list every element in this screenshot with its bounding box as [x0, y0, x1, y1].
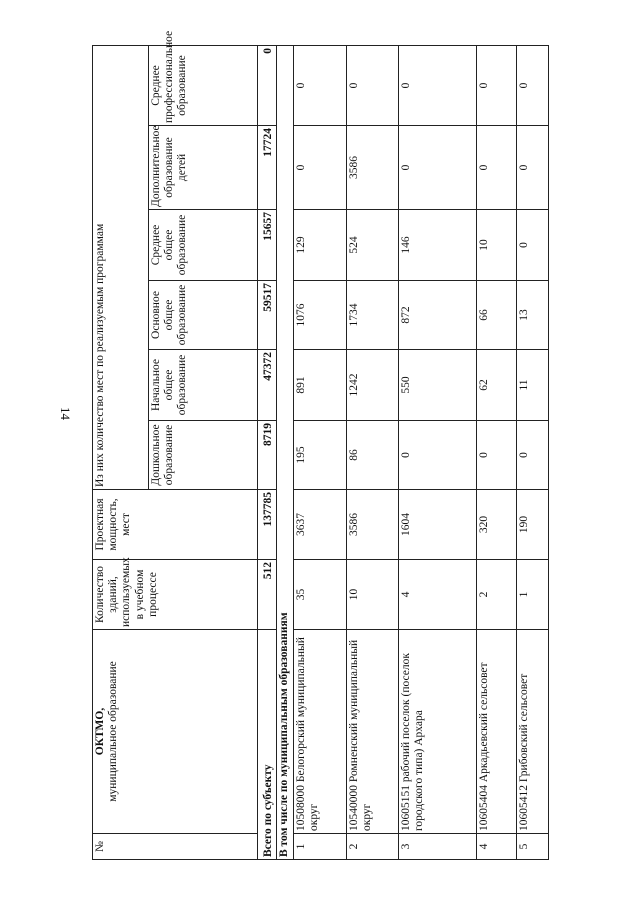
table-row	[347, 45, 399, 859]
total-primary: 47372	[258, 350, 277, 421]
header-programs-group: Из них количество мест по реализуемым программам	[93, 45, 149, 489]
row-buildings: 10	[347, 560, 399, 630]
row-vocational: 0	[347, 45, 399, 125]
row-capacity: 320	[477, 490, 517, 560]
row-no: 4	[477, 834, 517, 860]
row-basic: 872	[399, 281, 477, 350]
header-vocational: Среднее профессиональное образование	[149, 45, 258, 125]
row-basic: 13	[517, 281, 549, 350]
row-basic: 1734	[347, 281, 399, 350]
row-preschool: 86	[347, 421, 399, 490]
row-secondary: 10	[477, 210, 517, 281]
row-primary: 891	[294, 350, 347, 421]
total-label: Всего по субъекту	[258, 630, 277, 860]
table-row	[517, 45, 549, 859]
header-no: №	[93, 834, 258, 860]
header-capacity: Проектная мощность, мест	[93, 490, 258, 560]
total-buildings: 512	[258, 560, 277, 630]
row-buildings: 4	[399, 560, 477, 630]
row-buildings: 2	[477, 560, 517, 630]
row-vocational: 0	[294, 45, 347, 125]
row-preschool: 0	[399, 421, 477, 490]
section-row	[277, 45, 294, 859]
row-capacity: 190	[517, 490, 549, 560]
row-primary: 1242	[347, 350, 399, 421]
table-row	[399, 45, 477, 859]
header-row-1	[93, 45, 149, 859]
row-primary: 11	[517, 350, 549, 421]
row-capacity: 3637	[294, 490, 347, 560]
row-vocational: 0	[399, 45, 477, 125]
row-additional-children: 0	[294, 126, 347, 210]
row-buildings: 1	[517, 560, 549, 630]
header-oktmo-rest: муниципальное образование	[107, 661, 120, 802]
header-oktmo-bold: ОКТМО,	[94, 707, 106, 756]
total-additional-children: 17724	[258, 126, 277, 210]
row-no: 3	[399, 834, 477, 860]
row-vocational: 0	[517, 45, 549, 125]
row-name: 10605412 Грибовский сельсовет	[517, 630, 549, 834]
header-secondary: Среднее общее образование	[149, 210, 258, 281]
row-no: 2	[347, 834, 399, 860]
row-capacity: 3586	[347, 490, 399, 560]
table-row	[477, 45, 517, 859]
row-buildings: 35	[294, 560, 347, 630]
row-additional-children: 3586	[347, 126, 399, 210]
total-basic: 59517	[258, 281, 277, 350]
header-additional-children: Дополнительное образование детей	[149, 126, 258, 210]
row-additional-children: 0	[477, 126, 517, 210]
table-row	[294, 45, 347, 859]
page-number: 14	[58, 407, 73, 420]
total-row	[258, 45, 277, 859]
row-secondary: 129	[294, 210, 347, 281]
total-vocational: 0	[258, 45, 277, 125]
row-vocational: 0	[477, 45, 517, 125]
row-secondary: 524	[347, 210, 399, 281]
header-preschool: Дошкольное образование	[149, 421, 258, 490]
section-label: В том числе по муниципальным образованиям	[277, 45, 294, 859]
row-additional-children: 0	[517, 126, 549, 210]
row-no: 1	[294, 834, 347, 860]
row-name: 10540000 Ромненский муниципальный округ	[347, 630, 399, 834]
header-basic: Основное общее образование	[149, 281, 258, 350]
row-primary: 550	[399, 350, 477, 421]
rotated-table-container	[92, 30, 548, 860]
header-primary: Начальное общее образование	[149, 350, 258, 421]
row-primary: 62	[477, 350, 517, 421]
row-preschool: 0	[477, 421, 517, 490]
row-secondary: 0	[517, 210, 549, 281]
header-buildings: Количество зданий, используемых в учебном процессе	[93, 560, 258, 630]
row-basic: 1076	[294, 281, 347, 350]
total-capacity: 137785	[258, 490, 277, 560]
row-secondary: 146	[399, 210, 477, 281]
row-preschool: 0	[517, 421, 549, 490]
total-secondary: 15657	[258, 210, 277, 281]
row-no: 5	[517, 834, 549, 860]
row-preschool: 195	[294, 421, 347, 490]
header-oktmo	[93, 630, 258, 834]
row-name: 10605404 Аркадьевский сельсовет	[477, 630, 517, 834]
total-preschool: 8719	[258, 421, 277, 490]
row-basic: 66	[477, 281, 517, 350]
row-name: 10508000 Белогорский муниципальный округ	[294, 630, 347, 834]
row-additional-children: 0	[399, 126, 477, 210]
places-table	[92, 30, 549, 860]
row-capacity: 1604	[399, 490, 477, 560]
row-name: 10605151 рабочий поселок (поселок городского типа) Архара	[399, 630, 477, 834]
